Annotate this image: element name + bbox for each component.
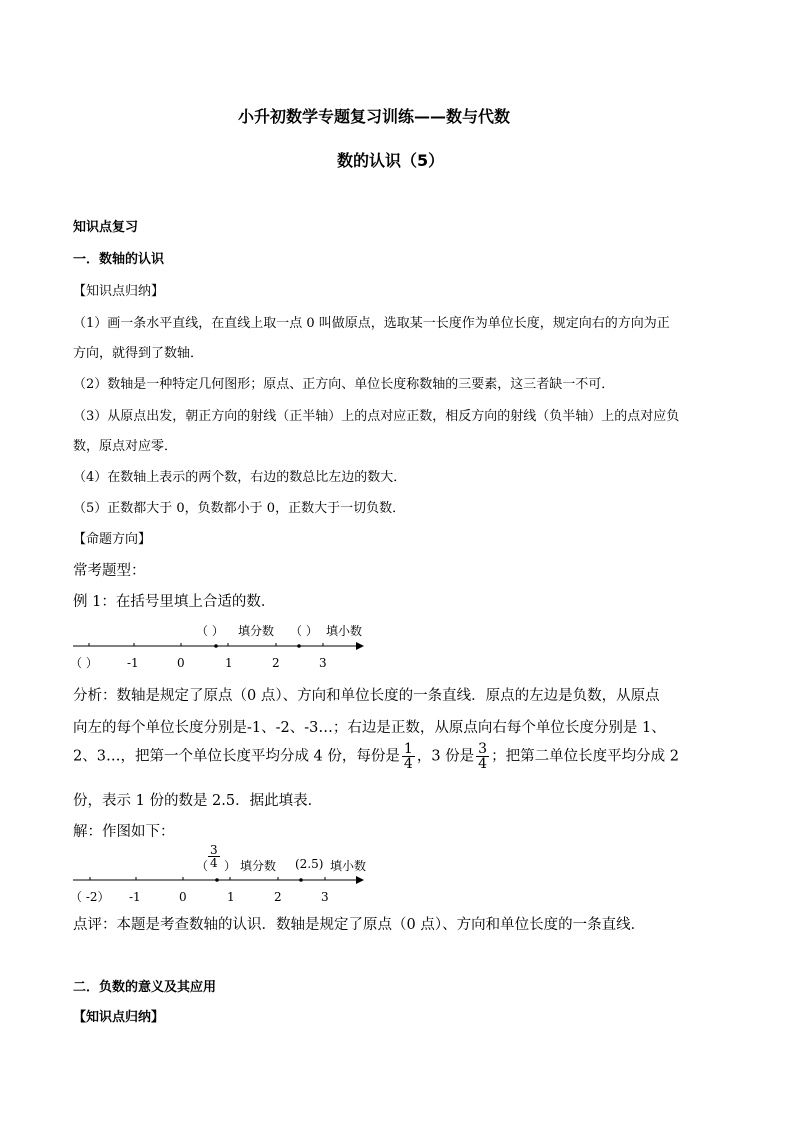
numline2-fill-fraction: 填分数 (240, 859, 277, 873)
numline2-fraction: $\frac{3}{4}$ (210, 843, 218, 870)
numline1-tick-label: 1 (225, 656, 233, 670)
fraction-one-quarter: $\frac{1}{4}$ (403, 741, 413, 772)
numline1-paren-fraction: （ ） (196, 624, 224, 638)
direction-tag: 【命题方向】 (73, 532, 152, 547)
point4: （4）在数轴上表示的两个数，右边的数总比左边的数大． (73, 470, 407, 485)
point3-line2: 数，原点对应零． (73, 439, 178, 454)
numline2-fill-decimal: 填小数 (330, 859, 367, 873)
numline1-paren-decimal: （ ） (290, 624, 318, 638)
numline2-tick-label: -1 (129, 890, 141, 904)
section2-summary-tag: 【知识点归纳】 (73, 1010, 165, 1025)
numline1-fill-fraction: 填分数 (238, 624, 275, 638)
numline1-tick-label: 2 (272, 656, 280, 670)
point5: （5）正数都大于 0，负数都小于 0，正数大于一切负数． (73, 501, 406, 516)
analysis-line3-part2: ，3 份是 (416, 748, 475, 765)
analysis-line1: 分析：数轴是规定了原点（0 点）、方向和单位长度的一条直线．原点的左边是负数，从原点 (73, 688, 660, 704)
point3-line1: （3）从原点出发，朝正方向的射线（正半轴）上的点对应正数，相反方向的射线（负半轴）上的点对应负 (73, 409, 680, 424)
analysis-line4: 份，表示 1 份的数是 2.5．据此填表． (73, 793, 323, 809)
solution-label: 解：作图如下： (73, 824, 175, 840)
numline2-left-answer: （ -2） (70, 890, 110, 904)
numline1-paren-left: （ ） (70, 656, 98, 670)
comment: 点评：本题是考查数轴的认识．数轴是规定了原点（0 点）、方向和单位长度的一条直线． (73, 917, 646, 933)
numline1-fill-decimal: 填小数 (326, 624, 363, 638)
numline2-paren-close: ） (224, 859, 237, 873)
analysis-line2: 向左的每个单位长度分别是-1、-2、-3…；右边是正数，从原点向右每个单位长度分别是 1、 (73, 720, 666, 736)
page-subtitle: 数的认识（5） (337, 151, 445, 170)
numline2-tick-label: 3 (321, 890, 329, 904)
fraction-three-quarters: $\frac{3}{4}$ (478, 741, 488, 772)
point1-line1: （1）画一条水平直线，在直线上取一点 0 叫做原点，选取某一长度作为单位长度，规定向右的方向为正 (73, 316, 670, 331)
numline1-tick-label: 0 (177, 656, 185, 670)
numline2-tick-label: 2 (274, 890, 282, 904)
summary-tag: 【知识点归纳】 (73, 284, 165, 299)
point2: （2）数轴是一种特定几何图形；原点、正方向、单位长度称数轴的三要素，这三者缺一不可． (73, 377, 615, 392)
numline2-paren-open: （ (196, 859, 209, 873)
section1-heading: 一．数轴的认识 (73, 252, 165, 267)
review-heading: 知识点复习 (73, 220, 139, 235)
analysis-line3-part1: 2、3…，把第一个单位长度平均分成 4 份，每份是 (73, 748, 400, 765)
common-types: 常考题型： (73, 563, 146, 579)
numline1-tick-label: 3 (319, 656, 327, 670)
point1-line2: 方向，就得到了数轴． (73, 346, 204, 361)
section2-heading: 二．负数的意义及其应用 (73, 980, 217, 995)
numline2-tick-label: 0 (179, 890, 187, 904)
numline1-tick-label: -1 (127, 656, 139, 670)
numline2-tick-label: 1 (227, 890, 235, 904)
analysis-line3-part3: ；把第二单位长度平均分成 2 (491, 748, 679, 765)
page-title: 小升初数学专题复习训练——数与代数 (238, 107, 511, 126)
example-text: 例 1：在括号里填上合适的数． (73, 594, 276, 610)
numline2-decimal-answer: (2.5) (295, 857, 324, 871)
